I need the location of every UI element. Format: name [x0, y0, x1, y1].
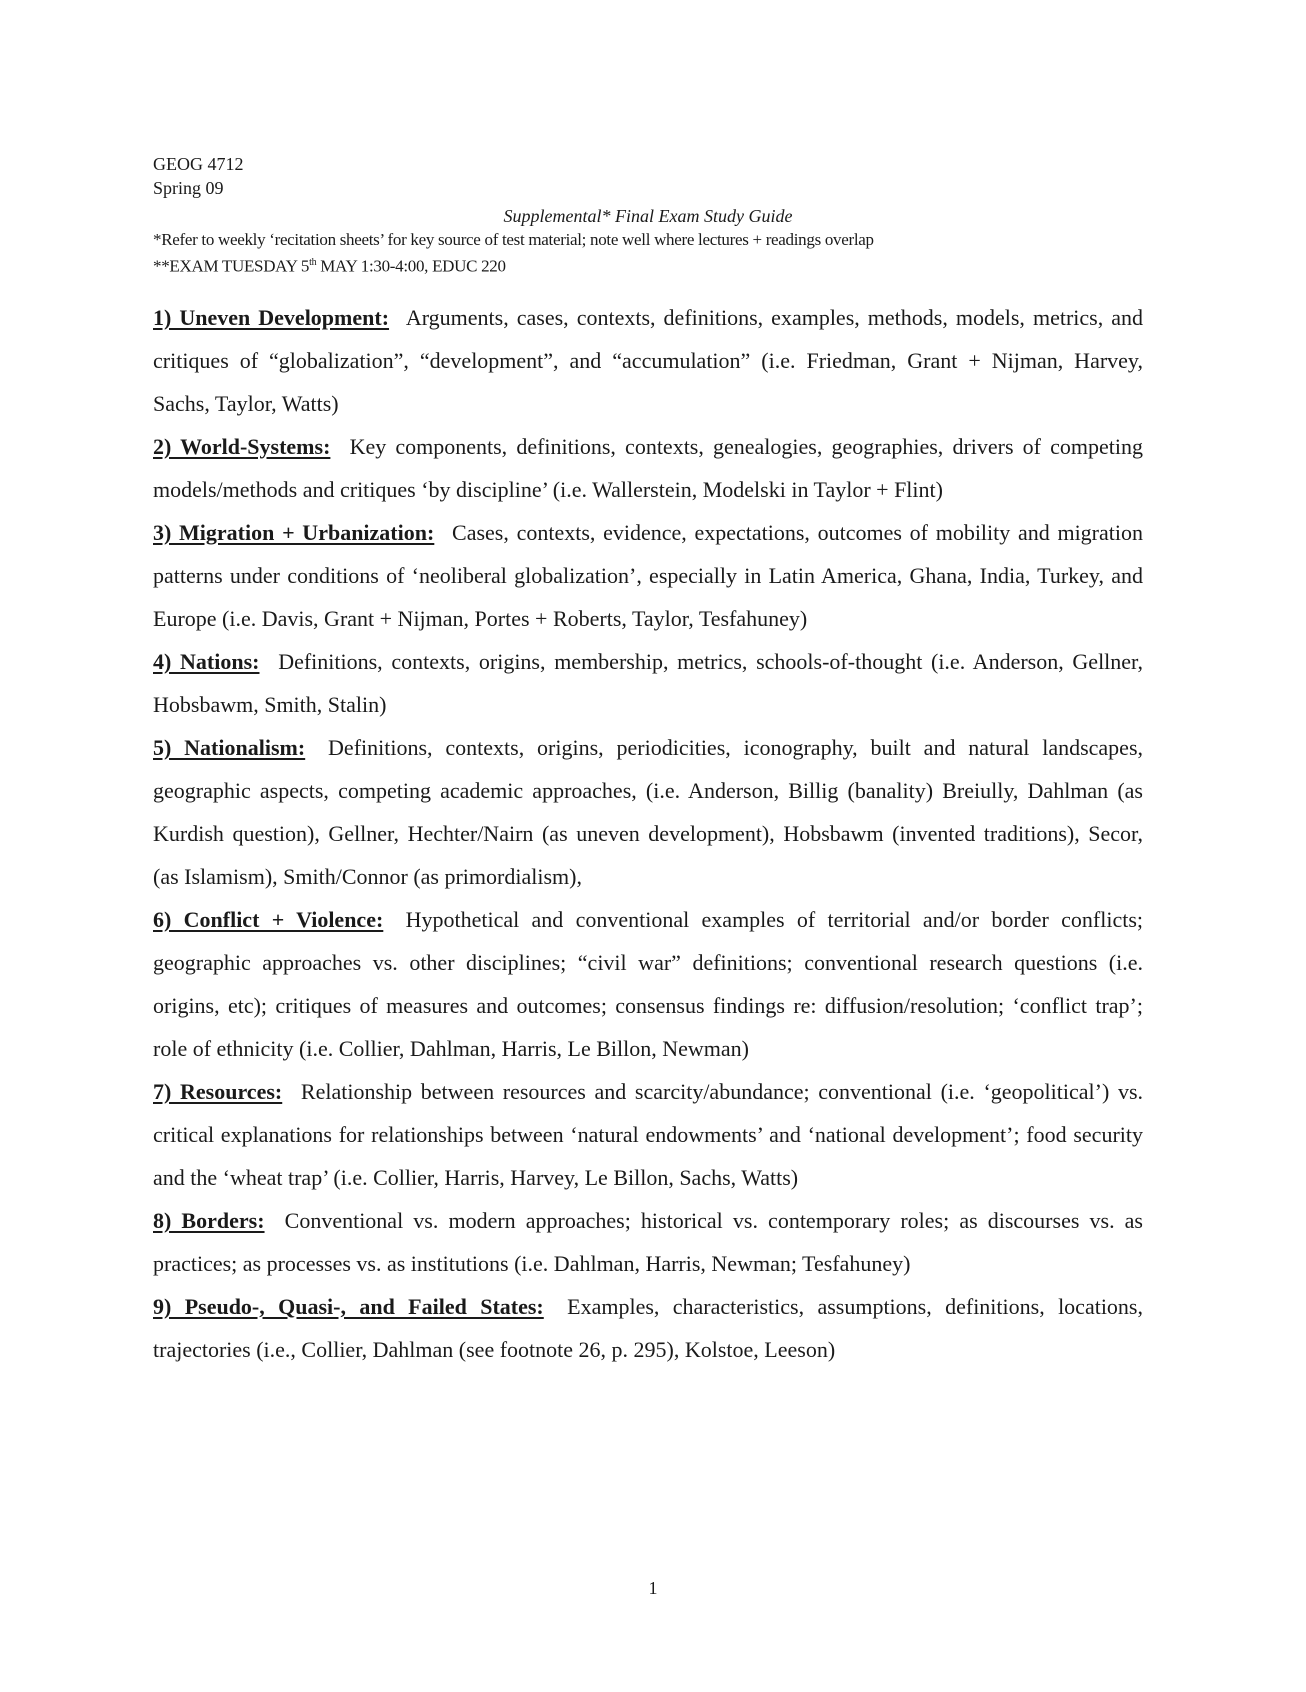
document-page	[153, 152, 1143, 1371]
term: Spring 09	[153, 178, 224, 198]
exam-note-superscript: th	[309, 257, 317, 268]
section-nationalism	[153, 726, 1143, 898]
section-conflict-violence	[153, 898, 1143, 1070]
section-failed-states	[153, 1285, 1143, 1371]
section-body: Cases, contexts, evidence, expectations, outcomes of mobility and migration patterns under conditions of ‘neoliberal globalization’, especially in Latin America, Ghana, India, Turkey, and Europe (i.e. Davis, Grant + Nijman, Portes + Roberts, Taylor, Tesfahuney)	[153, 519, 1143, 631]
course-code: GEOG 4712	[153, 154, 244, 174]
section-body: Key components, definitions, contexts, genealogies, geographies, drivers of competing models/methods and critiques ‘by discipline’ (i.e. Wallerstein, Modelski in Taylor + Flint)	[153, 433, 1144, 502]
section-title: 8) Borders:	[153, 1207, 265, 1233]
section-body: Hypothetical and conventional examples of territorial and/or border conflicts; geographic approaches vs. other disciplines; “civil war” definitions; conventional research questions (i.e. origins, etc); critiques of measures and outcomes; consensus findings re: diffusion/resolution; ‘conflict trap’; role of ethnicity (i.e. Collier, Dahlman, Harris, Le Billon, Newman)	[153, 906, 1144, 1061]
section-title: 9) Pseudo-, Quasi-, and Failed States:	[153, 1293, 544, 1319]
section-body: Examples, characteristics, assumptions, definitions, locations, trajectories (i.e., Collier, Dahlman (see footnote 26, p. 295), Kolstoe, Leeson)	[153, 1293, 1143, 1362]
section-resources	[153, 1070, 1143, 1199]
document-title: Supplemental* Final Exam Study Guide	[503, 206, 793, 226]
section-title: 1) Uneven Development:	[153, 304, 390, 330]
page-number: 1	[648, 1578, 658, 1598]
section-title: 3) Migration + Urbanization:	[153, 519, 435, 545]
section-title: 7) Resources:	[153, 1078, 283, 1104]
exam-note	[153, 251, 1143, 278]
section-title: 5) Nationalism:	[153, 734, 306, 760]
section-body: Conventional vs. modern approaches; historical vs. contemporary roles; as discourses vs. as practices; as processes vs. as institutions (i.e. Dahlman, Harris, Newman; Tesfahuney)	[153, 1207, 1143, 1276]
section-borders	[153, 1199, 1143, 1285]
section-title: 2) World-Systems:	[153, 433, 331, 459]
section-uneven-development	[153, 296, 1143, 425]
exam-note-start: **EXAM TUESDAY 5	[153, 256, 310, 276]
section-body: Definitions, contexts, origins, membership, metrics, schools-of-thought (i.e. Anderson, Gellner, Hobsbawm, Smith, Stalin)	[153, 648, 1144, 717]
section-body: Arguments, cases, contexts, definitions, examples, methods, models, metrics, and critiques of “globalization”, “development”, and “accumulation” (i.e. Friedman, Grant + Nijman, Harvey, Sachs, Taylor, Watts)	[153, 304, 1143, 416]
study-guide-sections	[153, 296, 1143, 1371]
section-title: 6) Conflict + Violence:	[153, 906, 384, 932]
section-nations	[153, 640, 1143, 726]
section-world-systems	[153, 425, 1143, 511]
exam-note-end: MAY 1:30-4:00, EDUC 220	[316, 256, 506, 276]
section-body: Definitions, contexts, origins, periodicities, iconography, built and natural landscapes, geographic aspects, competing academic approaches, (i.e. Anderson, Billig (banality) Breiully, Dahlman (as Kurdish question), Gellner, Hechter/Nairn (as uneven development), Hobsbawm (invented traditions), Secor, (as Islamism), Smith/Connor (as primordialism),	[153, 734, 1144, 889]
section-title: 4) Nations:	[153, 648, 260, 674]
section-migration-urbanization	[153, 511, 1143, 640]
section-body: Relationship between resources and scarcity/abundance; conventional (i.e. ‘geopolitical’) vs. critical explanations for relationships between ‘natural endowments’ and ‘national development’; food security and the ‘wheat trap’ (i.e. Collier, Harris, Harvey, Le Billon, Sachs, Watts)	[153, 1078, 1144, 1190]
recitation-note: *Refer to weekly ‘recitation sheets’ for key source of test material; note well where lectures + readings overlap	[153, 230, 874, 249]
